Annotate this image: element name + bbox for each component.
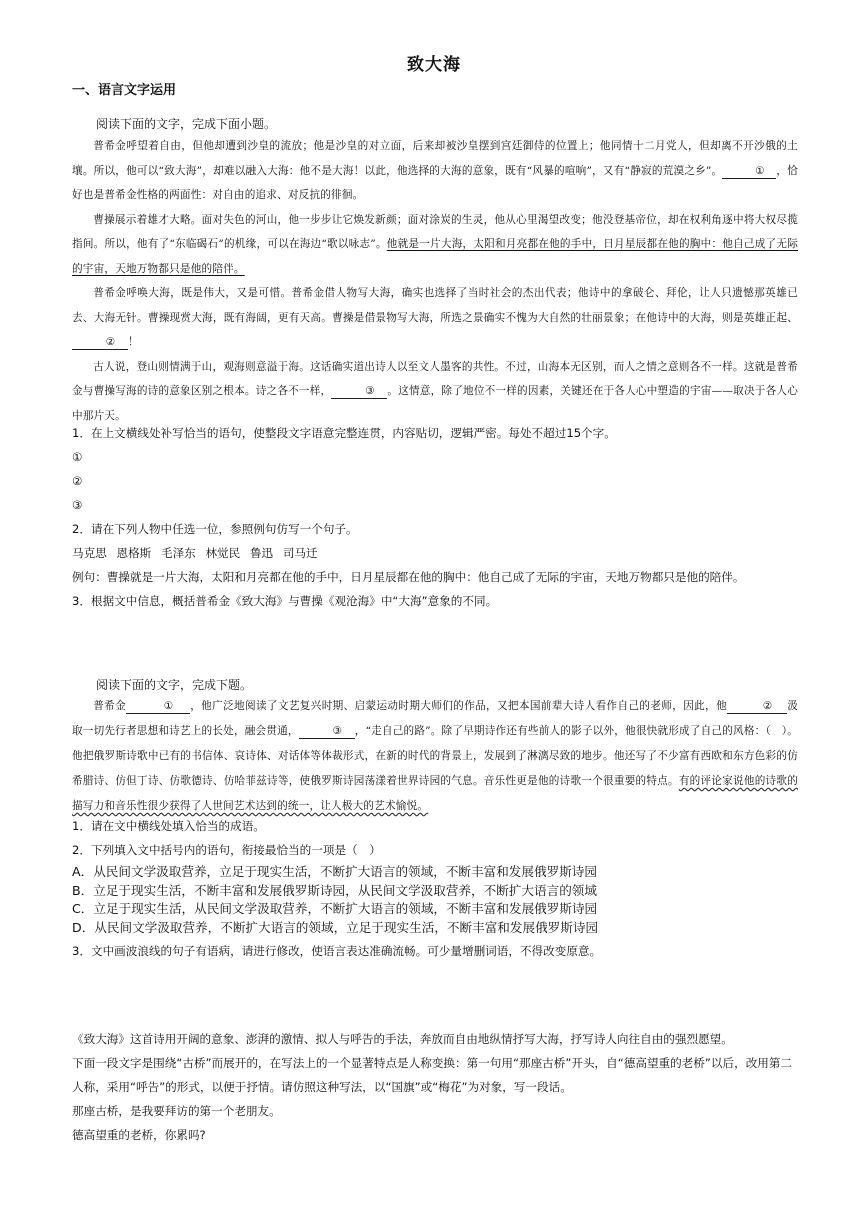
- blank-4[interactable]: ①: [126, 699, 190, 714]
- page-title: 致大海: [407, 55, 461, 75]
- name-item: 恩格斯: [116, 546, 152, 560]
- section-3: [72, 1027, 798, 1147]
- paragraph-1-text-b: ，恰好也是普希金性格的两面性：对自由的追求、对反抗的徘徊。: [72, 164, 798, 201]
- section-3-line-2: 下面一段文字是围绕“古桥”而展开的，在写法上的一个显著特点是人称变换：第一句用“那座古桥”开头，自“德高望重的老桥”以后，改用第二人称，采用“呼告”的形式，以便于抒情。请仿照这种写法，以“国旗”或“梅花”为对象，写一段话。: [72, 1056, 793, 1094]
- paragraph-5: [72, 694, 798, 819]
- answer-mark-2: ②: [72, 474, 83, 488]
- section-3-line-3: 那座古桥，是我要拜访的第一个老朋友。: [72, 1104, 281, 1118]
- passage-2-body: [72, 694, 798, 819]
- underlined-sentence: 他就是一片大海，太阳和月亮都在他的手中，日月星辰都在他的胸中：他自己成了无际的宇宙，天地万物都只是他的陪伴。: [72, 238, 798, 275]
- name-list: [72, 541, 798, 565]
- paragraph-2-text-a: 曹操展示着雄才大略。面对失色的河山，他一步步让它焕发新颜；面对涂炭的生灵，他从心里渴望改变；他没登基帝位，却在权利角逐中将大权尽揽指间。所以，他有了“东临碣石”的机缘，可以在海边“歌以咏志”。: [72, 213, 798, 250]
- section-3-line-1: 《致大海》这首诗用开阔的意象、澎湃的激情、拟人与呼告的手法，奔放而自由地纵情抒写大海，抒写诗人向往自由的强烈愿望。: [72, 1032, 733, 1046]
- option-c[interactable]: C．立足于现实生活，从民间文学汲取营养，不断扩大语言的领域，不断丰富和发展俄罗斯诗园: [72, 901, 598, 916]
- paragraph-5-text-3: 汲取一切先行者思想和诗艺上的长处，融会贯通，: [72, 700, 799, 737]
- name-item: 毛泽东: [160, 546, 196, 560]
- paragraph-2: [72, 208, 798, 282]
- passage-2-intro: 阅读下面的文字，完成下题。: [96, 678, 253, 692]
- question-2-1: 1．请在文中横线处填入恰当的成语。: [72, 819, 265, 833]
- blank-3[interactable]: ③: [331, 384, 387, 399]
- questions-2: [72, 814, 798, 963]
- option-b[interactable]: B．立足于现实生活，不断丰富和发展俄罗斯诗园，从民间文学汲取营养，不断扩大语言的领域: [72, 882, 597, 898]
- blank-5[interactable]: ②: [727, 699, 787, 714]
- passage-2: [72, 677, 798, 693]
- name-item: 马克思: [72, 546, 107, 560]
- blank-6[interactable]: ③: [299, 724, 355, 739]
- option-a[interactable]: A．从民间文学汲取营养，立足于现实生活，不断扩大语言的领域，不断丰富和发展俄罗斯诗园: [72, 864, 597, 879]
- question-2-2: 2．下列填入文中括号内的语句，衔接最恰当的一项是（ ）: [72, 843, 381, 857]
- paragraph-1-text-a: 普希金呼望着自由，但他却遭到沙皇的流放；他是沙皇的对立面，后来却被沙皇摆到宫廷御侍的位置上；他同情十二月党人，但却离不开沙俄的土壤。所以，他可以“致大海”，却难以融入大海：他不是大海！以此，他选择的大海的意象，既有“风暴的喧响”，又有“静寂的荒漠之乡”。: [72, 140, 798, 177]
- paragraph-3-text-b: ！: [128, 336, 139, 348]
- answer-mark-1: ①: [72, 450, 83, 464]
- options-list: [72, 863, 798, 937]
- question-2-3: 3．文中画波浪线的句子有语病，请进行修改，使语言表达准确流畅。可少量增删词语，不得改变原意。: [72, 944, 602, 958]
- paragraph-5-text-2: ，他广泛地阅读了文艺复兴时期、启蒙运动时期大师们的作品，又把本国前辈大诗人看作自己的老师，因此，他: [190, 700, 728, 712]
- section-3-line-4: 德高望重的老桥，你累吗?: [72, 1128, 206, 1142]
- paragraph-3: [72, 281, 798, 355]
- passage-1-body: [72, 134, 798, 428]
- paragraph-4-text-a: 古人说，登山则情满于山，观海则意溢于海。这话确实道出诗人以至文人墨客的共性。不过，山海本无区别，而人之情之意则各不一样。这就是普希金与曹操写海的诗的意象区别之根本。诗之各不一样，: [72, 360, 798, 397]
- example-sentence: 例句：曹操就是一片大海，太阳和月亮都在他的手中，日月星辰都在他的胸中：他自己成了无际的宇宙，天地万物都只是他的陪伴。: [72, 570, 745, 584]
- answer-mark-3: ③: [72, 498, 83, 512]
- name-item: 林觉民: [205, 546, 241, 560]
- name-item: 鲁迅: [249, 546, 274, 560]
- passage-1-intro: 阅读下面的文字，完成下面小题。: [96, 117, 277, 131]
- section-heading: 一、语言文字运用: [72, 83, 177, 98]
- wavy-sentence: 有的评论家说他的诗歌的描写力和音乐性很少获得了人世间艺术达到的统一，让人极大的艺术愉悦。: [72, 775, 799, 812]
- questions-1: [72, 421, 798, 613]
- paragraph-1: [72, 134, 798, 208]
- paragraph-5-text-4: ，“走自己的路”。除了早期诗作还有些前人的影子以外，他很快就形成了自己的风格：（ ）。他把俄罗斯诗歌中已有的书信体、哀诗体、对话体等体裁形式，在新的时代的背景上，发展到了淋漓尽致的地步。他还写了不少富有西欧和东方色彩的仿希腊诗、仿但丁诗、仿歌德诗、仿哈菲兹诗等，使俄罗斯诗园荡漾着世界诗园的气息。音乐性更是他的诗歌一个很重要的特点。: [72, 725, 798, 787]
- option-d[interactable]: D．从民间文学汲取营养，不断扩大语言的领域，立足于现实生活，不断丰富和发展俄罗斯诗园: [72, 919, 599, 935]
- question-1-1: 1．在上文横线处补写恰当的语句，使整段文字语意完整连贯，内容贴切，逻辑严密。每处不超过15个字。: [72, 426, 616, 440]
- paragraph-5-text-1: 普希金: [93, 700, 127, 712]
- blank-2[interactable]: ②: [72, 335, 128, 350]
- passage-1: [72, 116, 798, 132]
- question-1-3: 3．根据文中信息，概括普希金《致大海》与曹操《观沧海》中“大海”意象的不同。: [72, 594, 498, 608]
- blank-1[interactable]: ①: [722, 164, 776, 179]
- name-item: 司马迁: [282, 546, 318, 560]
- paragraph-3-text-a: 普希金呼唤大海，既是伟大，又是可惜。普希金借人物写大海，确实也选择了当时社会的杰出代表；他诗中的拿破仑、拜伦，让人只遗憾那英雄已去、大海无针。曹操现赏大海，既有海阔，更有天高。曹操是借景物写大海，所选之景确实不愧为大自然的壮丽景象；在他诗中的大海，则是英雄正起、: [72, 287, 798, 324]
- question-1-2: 2．请在下列人物中任选一位，参照例句仿写一个句子。: [72, 522, 358, 536]
- paragraph-4-text-b: 。这情意，除了地位不一样的因素，关键还在于各人心中塑造的宇宙——取决于各人心中那片天。: [72, 385, 798, 422]
- paragraph-4: [72, 355, 798, 429]
